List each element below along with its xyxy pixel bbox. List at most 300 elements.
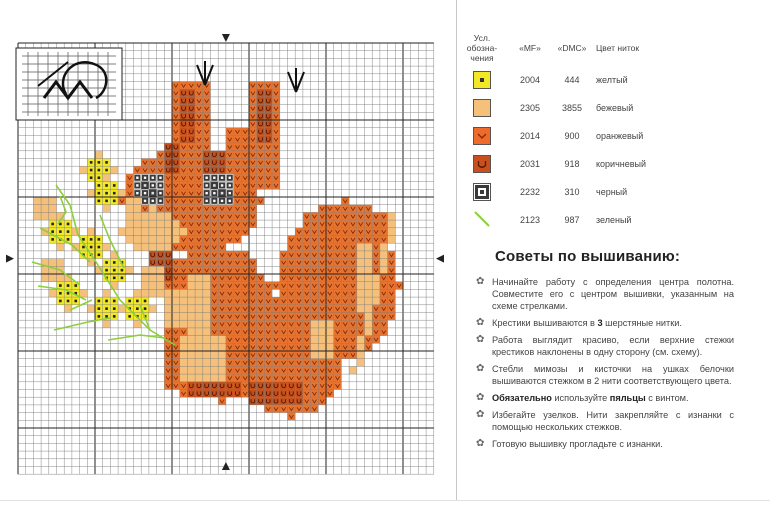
stitch-cell bbox=[357, 289, 365, 297]
stitch-cell bbox=[341, 251, 349, 259]
stitch-cell bbox=[272, 320, 280, 328]
stitch-cell bbox=[264, 366, 272, 374]
stitch-cell bbox=[318, 236, 326, 244]
stitch-cell bbox=[234, 282, 242, 290]
stitch-symbol bbox=[136, 307, 139, 310]
stitch-cell bbox=[318, 266, 326, 274]
stitch-cell bbox=[234, 374, 242, 382]
stitch-cell bbox=[187, 105, 195, 113]
stitch-symbol bbox=[51, 223, 54, 226]
stitch-cell bbox=[241, 220, 249, 228]
stitch-symbol bbox=[113, 277, 116, 280]
stitch-cell bbox=[326, 366, 334, 374]
stitch-cell bbox=[272, 282, 280, 290]
stitch-cell bbox=[172, 105, 180, 113]
stitch-cell bbox=[180, 82, 188, 90]
legend-color-name: оранжевый bbox=[596, 131, 644, 141]
stitch-cell bbox=[388, 212, 396, 220]
stitch-cell bbox=[326, 251, 334, 259]
stitch-cell bbox=[172, 220, 180, 228]
stitch-cell bbox=[372, 328, 380, 336]
stitch-cell bbox=[195, 282, 203, 290]
stitch-cell bbox=[172, 82, 180, 90]
stitch-cell bbox=[195, 313, 203, 321]
stitch-cell bbox=[249, 105, 257, 113]
stitch-symbol bbox=[221, 192, 224, 195]
stitch-cell bbox=[295, 251, 303, 259]
stitch-cell bbox=[326, 220, 334, 228]
legend-color-name: черный bbox=[596, 187, 628, 197]
stitch-cell bbox=[226, 266, 234, 274]
stitch-cell bbox=[203, 297, 211, 305]
stitch-cell bbox=[295, 313, 303, 321]
stitch-cell bbox=[180, 151, 188, 159]
stitch-cell bbox=[226, 128, 234, 136]
stitch-cell bbox=[264, 397, 272, 405]
stitch-cell bbox=[295, 351, 303, 359]
stitch-cell bbox=[311, 382, 319, 390]
stitch-cell bbox=[288, 251, 296, 259]
stitch-cell bbox=[95, 151, 103, 159]
stitch-cell bbox=[180, 220, 188, 228]
stitch-cell bbox=[341, 320, 349, 328]
stitch-cell bbox=[318, 343, 326, 351]
stitch-cell bbox=[226, 366, 234, 374]
stitch-symbol bbox=[98, 300, 101, 303]
stitch-cell bbox=[318, 259, 326, 267]
stitch-cell bbox=[303, 289, 311, 297]
stitch-cell bbox=[195, 320, 203, 328]
stitch-cell bbox=[241, 282, 249, 290]
stitch-cell bbox=[295, 297, 303, 305]
stitch-cell bbox=[280, 382, 288, 390]
stitch-cell bbox=[264, 135, 272, 143]
legend-dmc-code: 3855 bbox=[561, 103, 583, 113]
stitch-cell bbox=[141, 274, 149, 282]
stitch-cell bbox=[318, 228, 326, 236]
stitch-cell bbox=[311, 336, 319, 344]
stitch-cell bbox=[303, 374, 311, 382]
stitch-cell bbox=[334, 266, 342, 274]
stitch-cell bbox=[203, 97, 211, 105]
stitch-cell bbox=[288, 343, 296, 351]
stitch-cell bbox=[203, 343, 211, 351]
stitch-cell bbox=[249, 297, 257, 305]
stitch-cell bbox=[365, 228, 373, 236]
stitch-cell bbox=[380, 274, 388, 282]
stitch-cell bbox=[372, 274, 380, 282]
stitch-cell bbox=[318, 328, 326, 336]
stitch-cell bbox=[164, 351, 172, 359]
stitch-cell bbox=[280, 366, 288, 374]
stitch-cell bbox=[164, 236, 172, 244]
tip-text: Крестики вышиваются в bbox=[492, 318, 598, 328]
stitch-cell bbox=[180, 236, 188, 244]
stitch-cell bbox=[203, 274, 211, 282]
stitch-cell bbox=[388, 266, 396, 274]
stitch-cell bbox=[57, 259, 65, 267]
stitch-cell bbox=[311, 397, 319, 405]
stitch-cell bbox=[134, 197, 142, 205]
stitch-cell bbox=[257, 336, 265, 344]
stitch-cell bbox=[249, 266, 257, 274]
stitch-cell bbox=[380, 251, 388, 259]
stitch-cell bbox=[326, 390, 334, 398]
stitch-cell bbox=[234, 159, 242, 167]
stitch-cell bbox=[195, 159, 203, 167]
stitch-cell bbox=[241, 159, 249, 167]
stitch-cell bbox=[226, 135, 234, 143]
stitch-cell bbox=[349, 220, 357, 228]
stitch-cell bbox=[303, 405, 311, 413]
stitch-cell bbox=[372, 297, 380, 305]
stitch-cell bbox=[280, 289, 288, 297]
stitch-cell bbox=[187, 366, 195, 374]
stitch-cell bbox=[372, 289, 380, 297]
stitch-cell bbox=[318, 282, 326, 290]
stitch-cell bbox=[311, 243, 319, 251]
stitch-cell bbox=[388, 297, 396, 305]
stitch-cell bbox=[87, 189, 95, 197]
stitch-cell bbox=[234, 313, 242, 321]
stitch-cell bbox=[195, 243, 203, 251]
stitch-cell bbox=[203, 282, 211, 290]
stitch-cell bbox=[203, 359, 211, 367]
stitch-cell bbox=[295, 374, 303, 382]
stitch-cell bbox=[326, 236, 334, 244]
stitch-symbol bbox=[74, 300, 77, 303]
stitch-cell bbox=[326, 313, 334, 321]
stitch-symbol bbox=[59, 230, 62, 233]
stitch-symbol bbox=[113, 184, 116, 187]
stitch-cell bbox=[172, 112, 180, 120]
stitch-cell bbox=[272, 97, 280, 105]
stitch-symbol bbox=[67, 223, 70, 226]
stitch-cell bbox=[241, 259, 249, 267]
stitch-cell bbox=[380, 305, 388, 313]
stitch-cell bbox=[272, 405, 280, 413]
stitch-cell bbox=[226, 382, 234, 390]
stitch-cell bbox=[226, 251, 234, 259]
stitch-cell bbox=[164, 174, 172, 182]
stitch-cell bbox=[372, 251, 380, 259]
stitch-cell bbox=[234, 197, 242, 205]
stitch-cell bbox=[303, 382, 311, 390]
stitch-cell bbox=[311, 305, 319, 313]
stitch-cell bbox=[357, 336, 365, 344]
stitch-cell bbox=[264, 82, 272, 90]
stitch-cell bbox=[264, 320, 272, 328]
stitch-cell bbox=[341, 197, 349, 205]
stitch-cell bbox=[388, 236, 396, 244]
stitch-cell bbox=[234, 274, 242, 282]
legend-mf-code: 2123 bbox=[519, 215, 541, 225]
stitch-cell bbox=[141, 159, 149, 167]
stitch-cell bbox=[118, 189, 126, 197]
stitch-cell bbox=[164, 343, 172, 351]
stitch-symbol bbox=[67, 284, 70, 287]
stitch-cell bbox=[180, 182, 188, 190]
stitch-cell bbox=[326, 336, 334, 344]
stitch-cell bbox=[334, 320, 342, 328]
stitch-cell bbox=[234, 366, 242, 374]
stitch-cell bbox=[372, 243, 380, 251]
stitch-symbol bbox=[98, 161, 101, 164]
stitch-cell bbox=[33, 212, 41, 220]
stitch-cell bbox=[365, 305, 373, 313]
tip-text: Стебли мимозы и кисточки на ушках белочки вышиваются стежком в 2 нити соответствующего цвета. bbox=[492, 364, 734, 386]
stitch-cell bbox=[249, 120, 257, 128]
stitch-cell bbox=[187, 228, 195, 236]
legend-header-dmc: «DMC» bbox=[557, 43, 587, 53]
stitch-cell bbox=[349, 313, 357, 321]
stitch-symbol bbox=[98, 169, 101, 172]
stitch-cell bbox=[226, 282, 234, 290]
stitch-symbol bbox=[105, 307, 108, 310]
stitch-cell bbox=[187, 351, 195, 359]
stitch-cell bbox=[272, 159, 280, 167]
stitch-cell bbox=[257, 105, 265, 113]
stitch-cell bbox=[264, 336, 272, 344]
stitch-cell bbox=[257, 274, 265, 282]
stitch-cell bbox=[203, 135, 211, 143]
stitch-cell bbox=[172, 120, 180, 128]
stitch-symbol bbox=[82, 238, 85, 241]
stitch-cell bbox=[257, 112, 265, 120]
stitch-cell bbox=[372, 228, 380, 236]
stitch-cell bbox=[187, 266, 195, 274]
stitch-cell bbox=[288, 274, 296, 282]
stitch-cell bbox=[234, 205, 242, 213]
stitch-cell bbox=[172, 305, 180, 313]
stitch-symbol bbox=[113, 300, 116, 303]
stitch-cell bbox=[218, 289, 226, 297]
stitch-cell bbox=[334, 212, 342, 220]
stitch-cell bbox=[172, 266, 180, 274]
stitch-cell bbox=[257, 151, 265, 159]
stitch-cell bbox=[195, 82, 203, 90]
stitch-cell bbox=[341, 212, 349, 220]
stitch-cell bbox=[218, 266, 226, 274]
stitch-cell bbox=[249, 259, 257, 267]
stitch-cell bbox=[126, 228, 134, 236]
stitch-cell bbox=[195, 251, 203, 259]
stitch-cell bbox=[249, 97, 257, 105]
stitch-cell bbox=[33, 205, 41, 213]
stitch-cell bbox=[295, 390, 303, 398]
stitch-cell bbox=[311, 228, 319, 236]
stitch-cell bbox=[249, 359, 257, 367]
stitch-cell bbox=[249, 159, 257, 167]
stitch-cell bbox=[380, 228, 388, 236]
stitch-cell bbox=[41, 274, 49, 282]
stitch-symbol bbox=[105, 300, 108, 303]
stitch-cell bbox=[211, 305, 219, 313]
stitch-cell bbox=[311, 236, 319, 244]
stitch-cell bbox=[365, 297, 373, 305]
stitch-cell bbox=[326, 274, 334, 282]
legend-row bbox=[458, 66, 686, 94]
stitch-cell bbox=[357, 305, 365, 313]
stitch-cell bbox=[141, 212, 149, 220]
stitch-cell bbox=[264, 112, 272, 120]
stitch-cell bbox=[49, 289, 57, 297]
stitch-cell bbox=[126, 212, 134, 220]
stitch-cell bbox=[195, 112, 203, 120]
stitch-cell bbox=[172, 128, 180, 136]
stitch-cell bbox=[349, 282, 357, 290]
stitch-cell bbox=[264, 128, 272, 136]
stitch-cell bbox=[211, 236, 219, 244]
stitch-cell bbox=[211, 282, 219, 290]
stitch-cell bbox=[203, 351, 211, 359]
stitch-cell bbox=[187, 336, 195, 344]
stitch-cell bbox=[226, 228, 234, 236]
stitch-cell bbox=[164, 259, 172, 267]
stitch-cell bbox=[257, 390, 265, 398]
stitch-cell bbox=[195, 182, 203, 190]
stitch-cell bbox=[288, 382, 296, 390]
stitch-cell bbox=[303, 236, 311, 244]
stitch-cell bbox=[164, 282, 172, 290]
stitch-cell bbox=[357, 351, 365, 359]
stitch-cell bbox=[295, 274, 303, 282]
stitch-cell bbox=[264, 351, 272, 359]
stitch-cell bbox=[249, 128, 257, 136]
stitch-cell bbox=[203, 236, 211, 244]
stitch-symbol bbox=[98, 253, 101, 256]
stitch-cell bbox=[226, 259, 234, 267]
stitch-symbol bbox=[144, 300, 147, 303]
stitch-cell bbox=[264, 174, 272, 182]
stitch-symbol bbox=[105, 200, 108, 203]
stitch-cell bbox=[195, 151, 203, 159]
stitch-cell bbox=[264, 151, 272, 159]
stitch-cell bbox=[41, 212, 49, 220]
stitch-cell bbox=[87, 228, 95, 236]
stitch-cell bbox=[249, 374, 257, 382]
stitch-cell bbox=[241, 174, 249, 182]
stitch-cell bbox=[241, 305, 249, 313]
stitch-symbol bbox=[98, 200, 101, 203]
stitch-cell bbox=[280, 397, 288, 405]
legend-dmc-code: 918 bbox=[564, 159, 580, 169]
stitch-cell bbox=[357, 274, 365, 282]
tip-text: Обязательно bbox=[492, 393, 552, 403]
legend-header-mf: «MF» bbox=[519, 43, 541, 53]
stitch-cell bbox=[187, 205, 195, 213]
stitch-cell bbox=[264, 382, 272, 390]
stitch-cell bbox=[195, 189, 203, 197]
stitch-cell bbox=[295, 359, 303, 367]
stitch-cell bbox=[380, 297, 388, 305]
stitch-cell bbox=[341, 297, 349, 305]
stitch-cell bbox=[257, 382, 265, 390]
stitch-cell bbox=[303, 390, 311, 398]
stitch-cell bbox=[203, 112, 211, 120]
legend-header-color: Цвет ниток bbox=[596, 43, 640, 53]
stitch-cell bbox=[149, 228, 157, 236]
stitch-cell bbox=[126, 182, 134, 190]
stitch-cell bbox=[318, 212, 326, 220]
stitch-cell bbox=[195, 297, 203, 305]
stitch-cell bbox=[172, 174, 180, 182]
stitch-symbol bbox=[98, 315, 101, 318]
stitch-cell bbox=[211, 212, 219, 220]
stitch-cell bbox=[264, 343, 272, 351]
stitch-cell bbox=[195, 274, 203, 282]
stitch-cell bbox=[357, 220, 365, 228]
color-swatch bbox=[473, 183, 491, 201]
legend-dmc-code: 900 bbox=[564, 131, 580, 141]
stitch-cell bbox=[157, 151, 165, 159]
stitch-cell bbox=[164, 166, 172, 174]
legend-mf-code: 2232 bbox=[519, 187, 541, 197]
stitch-cell bbox=[311, 351, 319, 359]
stitch-cell bbox=[334, 205, 342, 213]
page-bottom-edge bbox=[0, 500, 770, 521]
stitch-cell bbox=[249, 313, 257, 321]
stitch-cell bbox=[234, 336, 242, 344]
stitch-cell bbox=[272, 336, 280, 344]
stitch-cell bbox=[372, 236, 380, 244]
stitch-cell bbox=[365, 289, 373, 297]
legend-color-name: бежевый bbox=[596, 103, 634, 113]
stitch-cell bbox=[295, 289, 303, 297]
stitch-cell bbox=[211, 359, 219, 367]
stitch-cell bbox=[357, 236, 365, 244]
stitch-cell bbox=[257, 351, 265, 359]
stitch-cell bbox=[180, 266, 188, 274]
stitch-cell bbox=[365, 320, 373, 328]
stitch-cell bbox=[110, 166, 118, 174]
stitch-cell bbox=[180, 374, 188, 382]
stitch-cell bbox=[341, 289, 349, 297]
stitch-symbol bbox=[105, 315, 108, 318]
tip-item bbox=[472, 317, 734, 329]
stitch-cell bbox=[318, 205, 326, 213]
stitch-cell bbox=[303, 228, 311, 236]
stitch-cell bbox=[326, 266, 334, 274]
stitch-cell bbox=[164, 382, 172, 390]
tip-text: с винтом. bbox=[645, 393, 689, 403]
stitch-cell bbox=[249, 274, 257, 282]
stitch-cell bbox=[211, 228, 219, 236]
stitch-cell bbox=[218, 151, 226, 159]
stitch-cell bbox=[226, 236, 234, 244]
stitch-cell bbox=[311, 374, 319, 382]
stitch-cell bbox=[264, 97, 272, 105]
stitch-cell bbox=[134, 205, 142, 213]
stitch-cell bbox=[195, 97, 203, 105]
stitch-cell bbox=[180, 120, 188, 128]
stitch-cell bbox=[218, 282, 226, 290]
stitch-cell bbox=[80, 289, 88, 297]
stitch-symbol bbox=[151, 192, 154, 195]
stitch-cell bbox=[241, 151, 249, 159]
stitch-cell bbox=[226, 374, 234, 382]
stitch-cell bbox=[241, 366, 249, 374]
stitch-cell bbox=[180, 89, 188, 97]
stitch-cell bbox=[280, 336, 288, 344]
stitch-cell bbox=[180, 159, 188, 167]
stitch-cell bbox=[241, 382, 249, 390]
stitch-cell bbox=[234, 305, 242, 313]
stitch-cell bbox=[365, 328, 373, 336]
stitch-cell bbox=[187, 120, 195, 128]
stitch-cell bbox=[257, 159, 265, 167]
stitch-cell bbox=[195, 89, 203, 97]
